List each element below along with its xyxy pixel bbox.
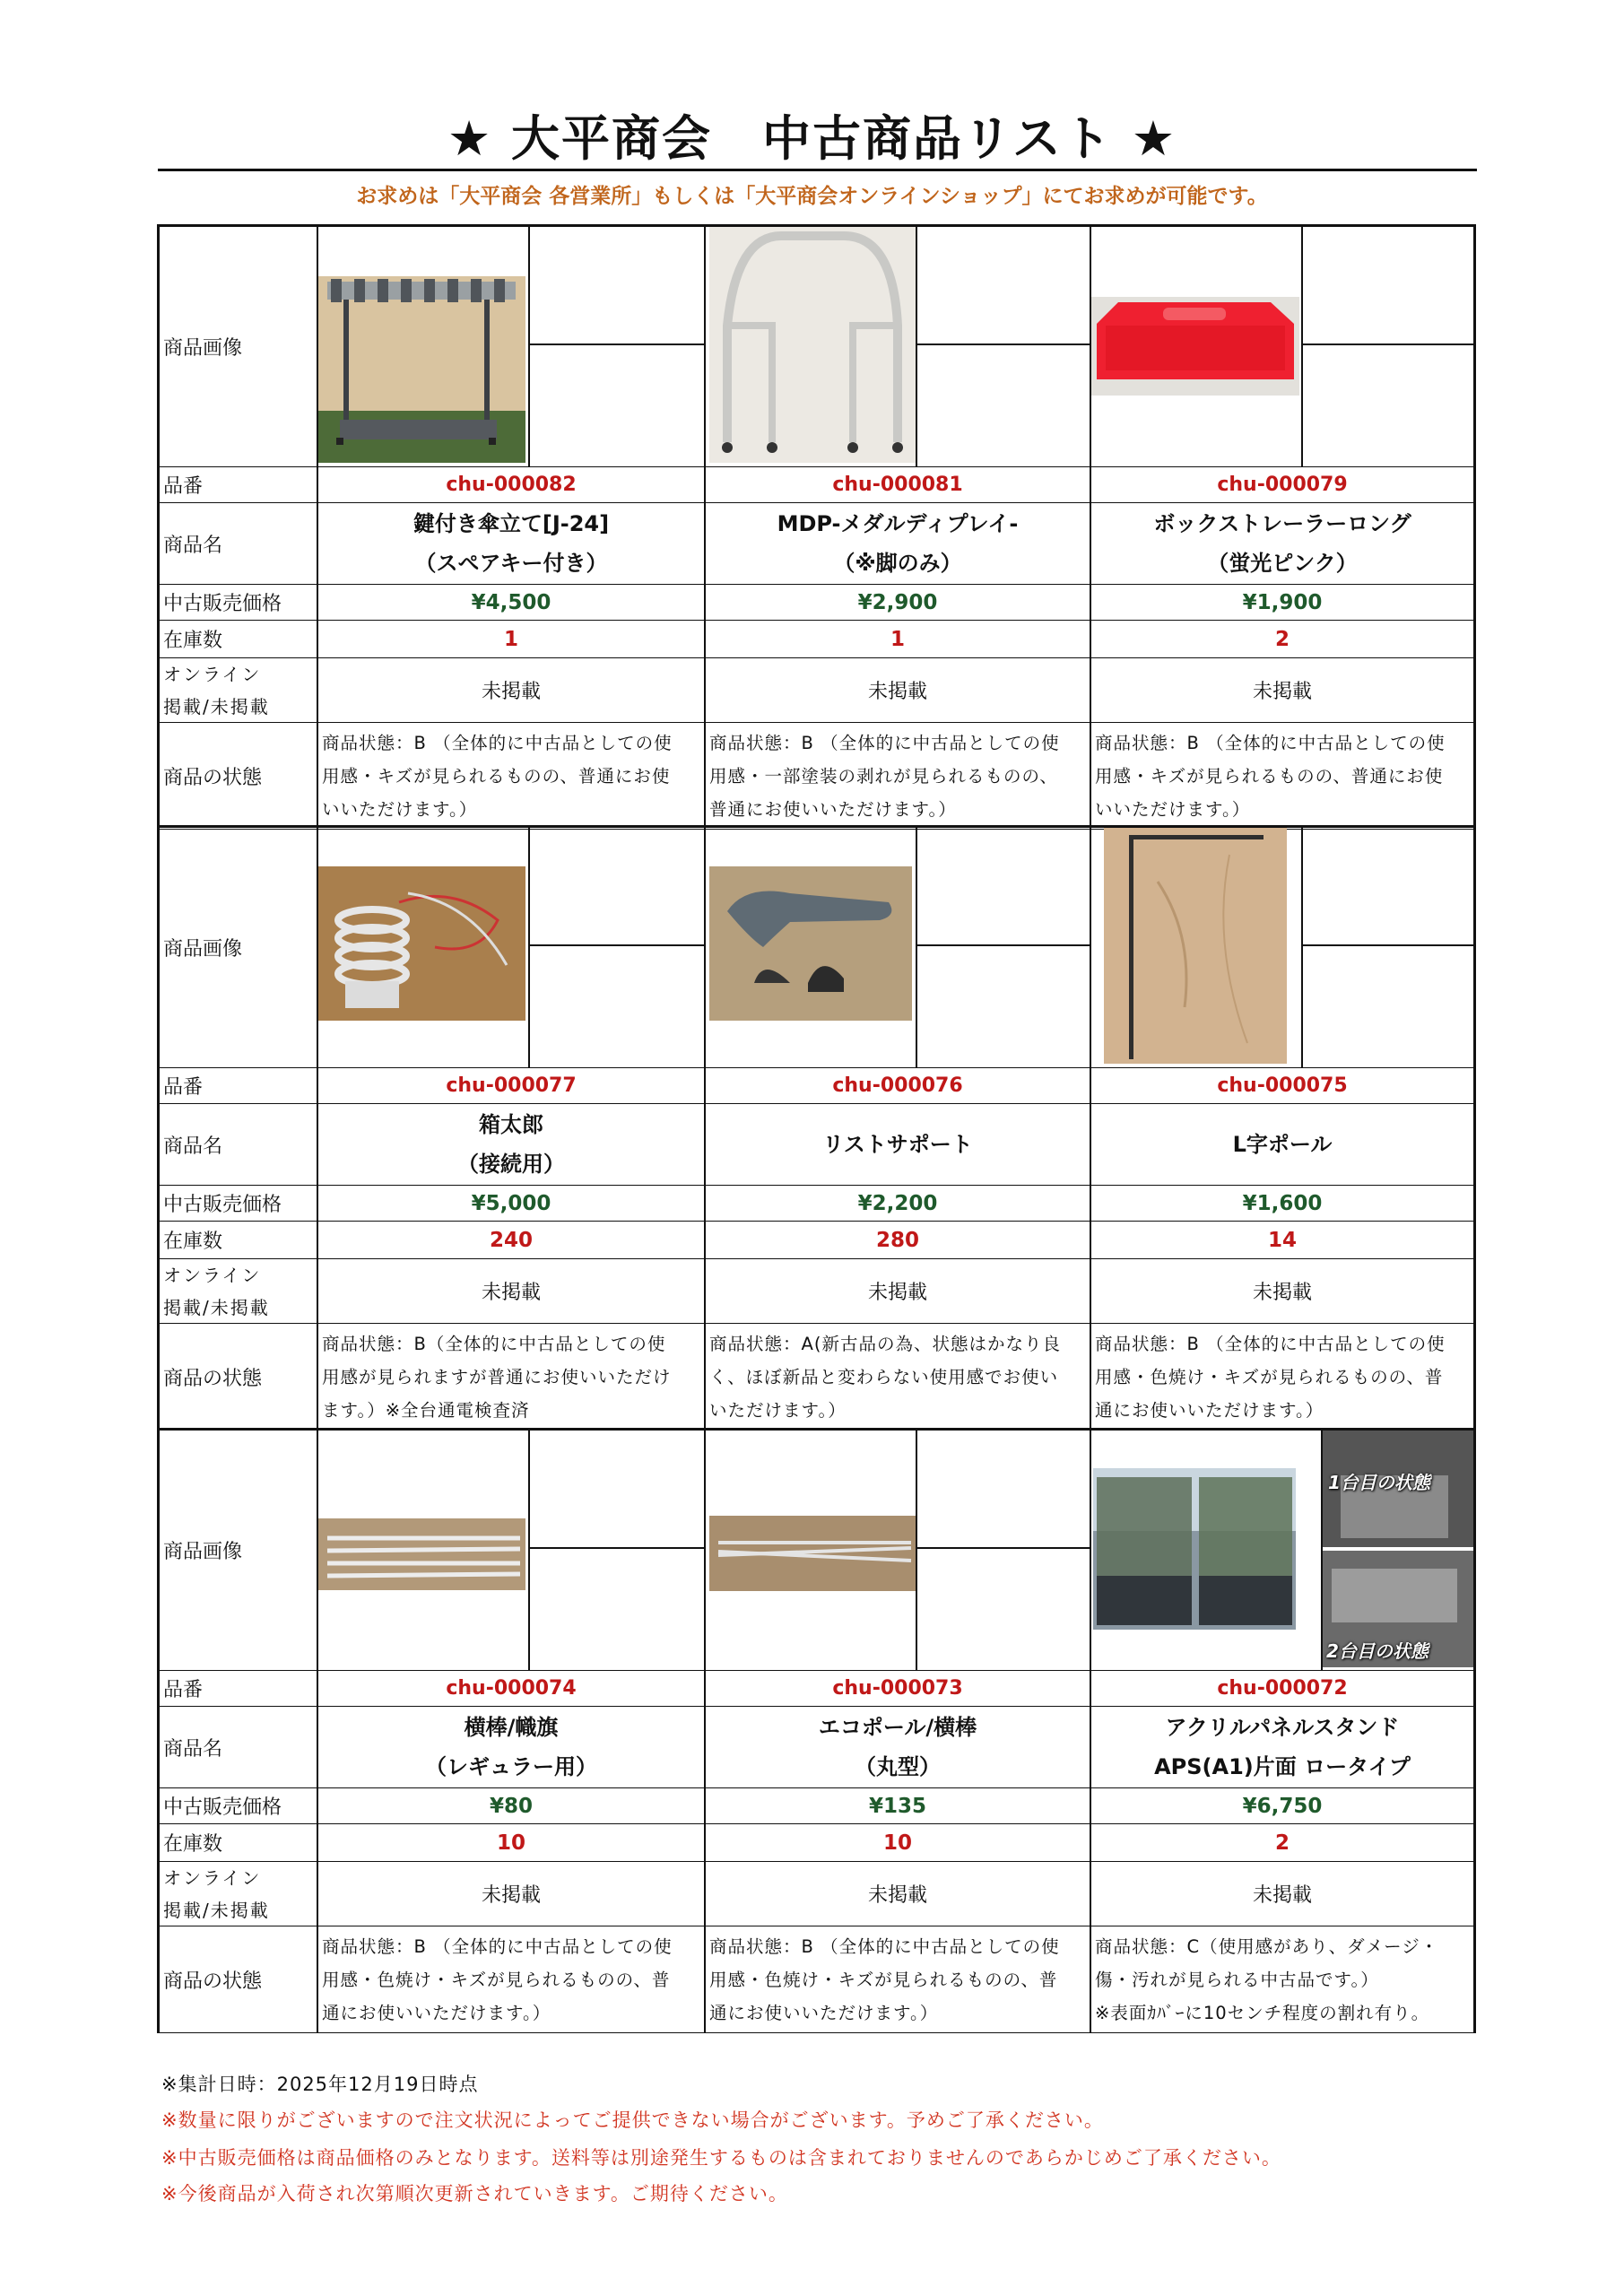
product-stock: 240 — [318, 1222, 706, 1258]
footer-note: ※数量に限りがございますので注文状況によってご提供できない場合がございます。予めご了承ください。 — [161, 2109, 1104, 2131]
image-cell — [706, 828, 1091, 1067]
row-online — [160, 658, 1473, 723]
banner-bar-photo — [318, 1518, 525, 1590]
row-name — [160, 1104, 1473, 1186]
product-price: ¥4,500 — [318, 585, 706, 620]
row-stock — [160, 621, 1473, 658]
product-stock: 14 — [1267, 1228, 1297, 1252]
eco-pole-photo — [709, 1516, 916, 1591]
row-stock — [160, 1222, 1473, 1259]
l-pole-photo — [1104, 828, 1287, 1064]
image-cell — [706, 1431, 1091, 1670]
label-name: 商品名 — [160, 503, 318, 584]
label-name: 商品名 — [160, 1707, 318, 1787]
online-status: 未掲載 — [1252, 1282, 1312, 1304]
product-name: リストサポート — [706, 1104, 1091, 1185]
product-condition: 商品状態：B （全体的に中古品としての使 用感・色焼け・キズが見られるものの、普 通にお使いいただけます。） — [706, 1926, 1091, 2032]
product-name: 横棒/幟旗 （レギュラー用） — [318, 1707, 706, 1787]
product-price: ¥6,750 — [1242, 1794, 1323, 1818]
label-code: 品番 — [160, 1671, 318, 1706]
product-condition: 商品状態：B （全体的に中古品としての使 用感・一部塗装の剥れが見られるものの、 普通にお使いいただけます。） — [706, 723, 1091, 829]
product-price: ¥5,000 — [318, 1186, 706, 1221]
product-condition: 商品状態：B（全体的に中古品としての使 用感が見られますが普通にお使いいただけ ます。）※全台通電検査済 — [318, 1324, 706, 1430]
row-code — [160, 1671, 1473, 1707]
online-status: 未掲載 — [706, 658, 1091, 722]
product-code: chu-000075 — [1217, 1074, 1348, 1097]
product-price: ¥1,900 — [1242, 590, 1323, 614]
label-price: 中古販売価格 — [160, 585, 318, 620]
wrist-support-photo — [709, 866, 912, 1021]
product-code: chu-000077 — [318, 1068, 706, 1103]
row-online — [160, 1862, 1473, 1926]
label-image: 商品画像 — [160, 828, 318, 1067]
footer-note: ※今後商品が入荷され次第順次更新されていきます。ご期待ください。 — [161, 2183, 788, 2205]
product-code: chu-000074 — [318, 1671, 706, 1706]
product-condition: 商品状態：B （全体的に中古品としての使 用感・色焼け・キズが見られるものの、普 通にお使いいただけます。） — [1095, 1334, 1446, 1421]
footer-note: ※中古販売価格は商品価格のみとなります。送料等は別途発生するものは含まれておりませんのであらかじめご了承ください。 — [161, 2147, 1281, 2169]
footer-note-date: ※集計日時：2025年12月19日時点 — [161, 2074, 479, 2095]
label-condition: 商品の状態 — [160, 1324, 318, 1430]
product-name: アクリルパネルスタンド APS(A1)片面 ロータイプ — [1154, 1715, 1411, 1779]
label-stock: 在庫数 — [160, 1824, 318, 1861]
product-stock: 10 — [706, 1824, 1091, 1861]
label-name: 商品名 — [160, 1104, 318, 1185]
label-image: 商品画像 — [160, 1431, 318, 1670]
product-condition: 商品状態：B （全体的に中古品としての使 用感・キズが見られるものの、普通にお使 いいただけます。） — [1095, 733, 1446, 820]
product-name: L字ポール — [1232, 1132, 1333, 1157]
row-condition — [160, 723, 1473, 829]
label-code: 品番 — [160, 1068, 318, 1103]
row-name — [160, 1707, 1473, 1788]
product-stock: 1 — [706, 621, 1091, 657]
image-cell — [706, 227, 1091, 466]
online-status: 未掲載 — [318, 1862, 706, 1926]
product-code: chu-000081 — [706, 467, 1091, 502]
product-condition: 商品状態：C（使用感があり、ダメージ・ 傷・汚れが見られる中古品です。） ※表面ｶﾊﾞｰに10センチ程度の割れ有り。 — [1095, 1936, 1439, 2023]
online-status: 未掲載 — [318, 658, 706, 722]
row-condition — [160, 1324, 1473, 1430]
row-code — [160, 1068, 1473, 1104]
row-name — [160, 503, 1473, 585]
product-stock: 1 — [318, 621, 706, 657]
first-unit-photo — [1323, 1431, 1473, 1547]
first-unit-label: 1台目の状態 — [1328, 1472, 1430, 1493]
umbrella-stand-photo — [318, 276, 525, 463]
page-title: ★ 大平商会 中古商品リスト ★ — [447, 110, 1177, 167]
product-name: 箱太郎 （接続用） — [318, 1104, 706, 1185]
row-image — [160, 1431, 1473, 1671]
label-stock: 在庫数 — [160, 1222, 318, 1258]
row-image — [160, 227, 1473, 467]
label-price: 中古販売価格 — [160, 1788, 318, 1823]
product-price: ¥2,200 — [706, 1186, 1091, 1221]
product-stock: 280 — [706, 1222, 1091, 1258]
label-online: オンライン 掲載/未掲載 — [160, 1259, 318, 1323]
product-price: ¥135 — [706, 1788, 1091, 1823]
label-image: 商品画像 — [160, 227, 318, 466]
acrylic-panel-photo — [1093, 1468, 1296, 1630]
image-cell — [318, 828, 706, 1067]
box-trailer-photo — [1091, 297, 1299, 396]
product-block-3 — [157, 1428, 1476, 2033]
product-condition: 商品状態：B （全体的に中古品としての使 用感・色焼け・キズが見られるものの、普 通にお使いいただけます。） — [318, 1926, 706, 2032]
product-stock: 10 — [318, 1824, 706, 1861]
label-online: オンライン 掲載/未掲載 — [160, 658, 318, 722]
label-online: オンライン 掲載/未掲載 — [160, 1862, 318, 1926]
product-name: エコポール/横棒 （丸型） — [706, 1707, 1091, 1787]
row-stock — [160, 1824, 1473, 1862]
online-status: 未掲載 — [1252, 681, 1312, 703]
label-price: 中古販売価格 — [160, 1186, 318, 1221]
product-block-1 — [157, 224, 1476, 830]
product-stock: 2 — [1274, 1831, 1290, 1855]
image-cell — [1091, 1431, 1473, 1670]
image-cell — [318, 1431, 706, 1670]
product-price: ¥80 — [318, 1788, 706, 1823]
label-stock: 在庫数 — [160, 621, 318, 657]
row-code — [160, 467, 1473, 503]
product-code: chu-000082 — [318, 467, 706, 502]
second-unit-label: 2台目の状態 — [1326, 1640, 1429, 1662]
product-price: ¥1,600 — [1242, 1191, 1323, 1215]
product-condition: 商品状態：B （全体的に中古品としての使 用感・キズが見られるものの、普通にお使 いいただけます。） — [318, 723, 706, 829]
row-price — [160, 1788, 1473, 1824]
online-status: 未掲載 — [1252, 1884, 1312, 1907]
second-unit-photo — [1323, 1551, 1473, 1667]
label-condition: 商品の状態 — [160, 723, 318, 829]
product-code: chu-000079 — [1217, 474, 1348, 496]
product-name: 鍵付き傘立て[J-24] （スペアキー付き） — [318, 503, 706, 584]
product-condition: 商品状態：A(新古品の為、状態はかなり良 く、ほぼ新品と変わらない使用感でお使い いただけます。） — [706, 1324, 1091, 1430]
online-status: 未掲載 — [706, 1862, 1091, 1926]
label-code: 品番 — [160, 467, 318, 502]
page-subtitle: お求めは「大平商会 各営業所」もしくは「大平商会オンラインショップ」にてお求めが可能です。 — [356, 185, 1268, 208]
product-code: chu-000076 — [706, 1068, 1091, 1103]
online-status: 未掲載 — [706, 1259, 1091, 1323]
row-condition — [160, 1926, 1473, 2032]
product-stock: 2 — [1274, 627, 1290, 651]
image-cell — [1091, 227, 1473, 466]
image-cell — [318, 227, 706, 466]
product-name: MDP-メダルディプレイ- （※脚のみ） — [706, 503, 1091, 584]
product-name: ボックストレーラーロング （蛍光ピンク） — [1153, 511, 1411, 576]
hakotaro-photo — [318, 866, 525, 1021]
online-status: 未掲載 — [318, 1259, 706, 1323]
product-code: chu-000073 — [706, 1671, 1091, 1706]
row-online — [160, 1259, 1473, 1324]
medal-display-legs-photo — [709, 227, 916, 463]
row-image — [160, 828, 1473, 1068]
image-cell — [1091, 828, 1473, 1067]
product-price: ¥2,900 — [706, 585, 1091, 620]
row-price — [160, 585, 1473, 621]
label-condition: 商品の状態 — [160, 1926, 318, 2032]
row-price — [160, 1186, 1473, 1222]
product-code: chu-000072 — [1217, 1677, 1348, 1700]
product-block-2 — [157, 825, 1476, 1431]
title-divider — [158, 169, 1477, 171]
